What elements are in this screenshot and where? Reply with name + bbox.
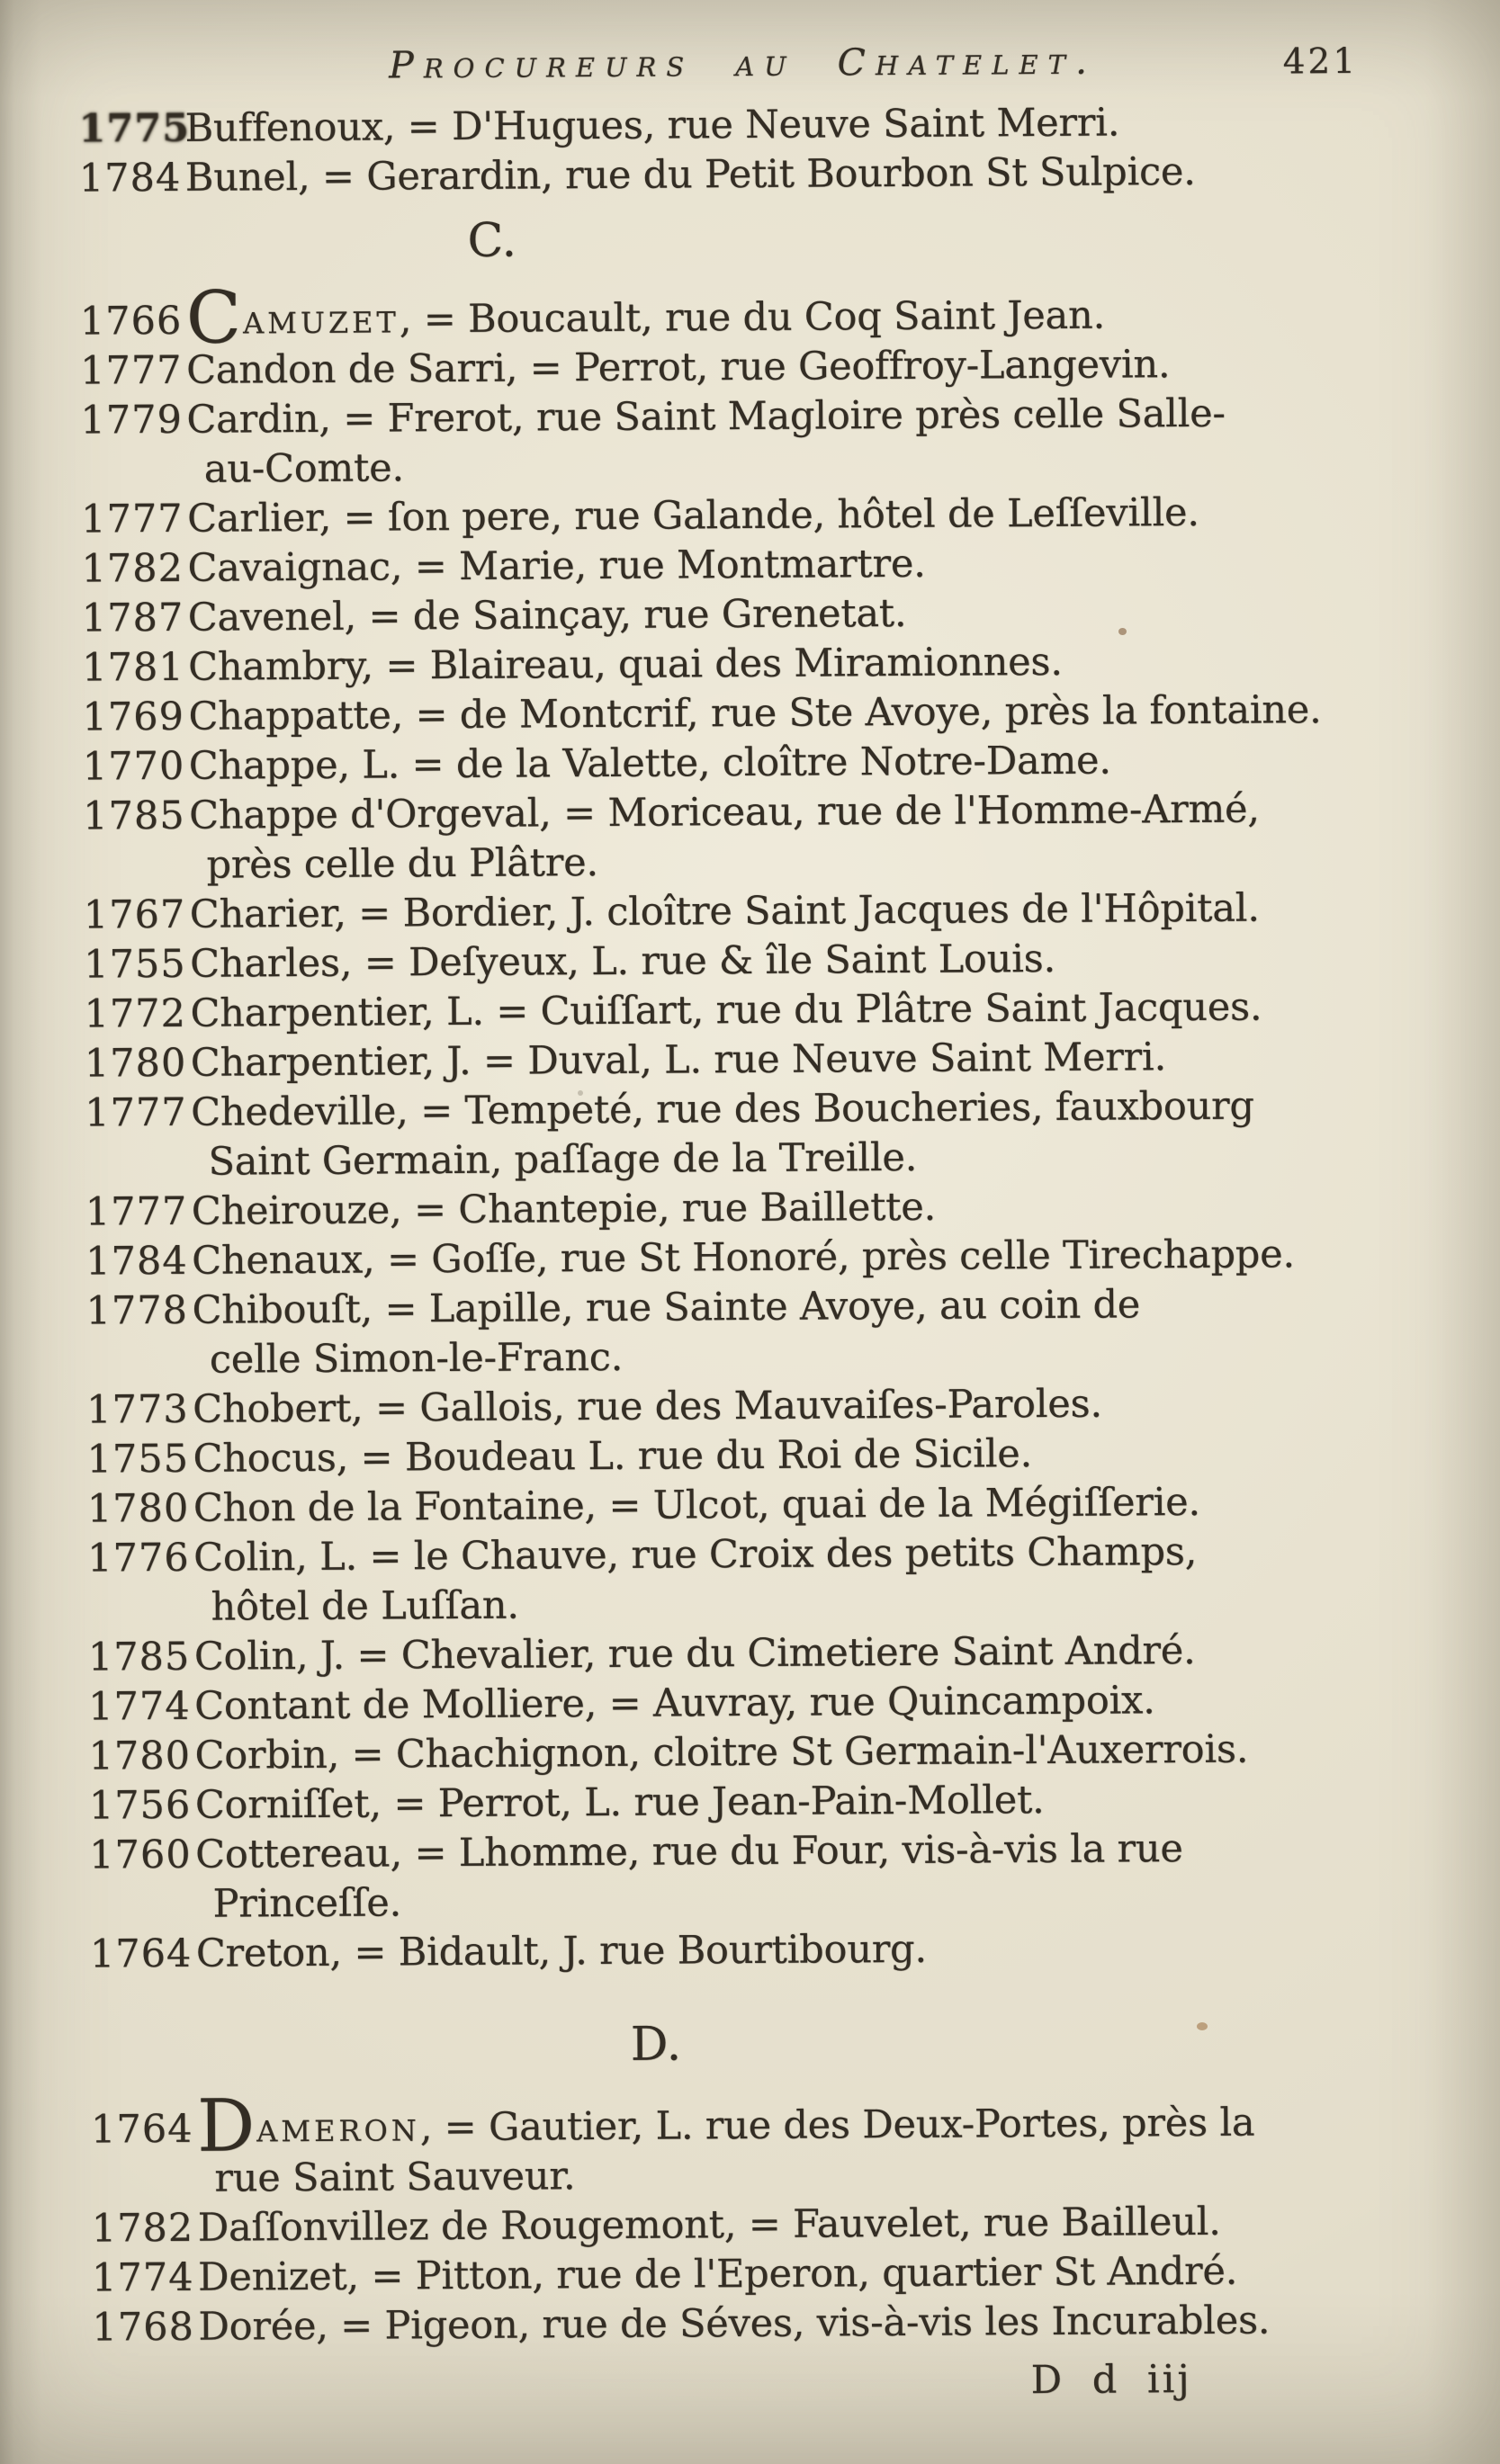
directory-entry xyxy=(2,1526,1500,1634)
entry-year: 1755 xyxy=(86,1436,190,1483)
directory-entry xyxy=(1,1427,1500,1485)
entry-text: Contant de Molliere, = Auvray, rue Quincampoix. xyxy=(194,1678,1155,1729)
entry-text: Charier, = Bordier, J. cloître Saint Jacques de l'Hôpital. xyxy=(189,885,1260,937)
entry-lead-name: ameron xyxy=(256,2102,420,2152)
entry-lead-initial: C xyxy=(185,275,244,360)
entry-year: 1785 xyxy=(87,1634,191,1680)
entry-text: Chappe, L. = de la Valette, cloître Notre-Dame. xyxy=(188,738,1111,789)
directory-entry xyxy=(0,487,1496,545)
entry-year: 1764 xyxy=(89,1931,193,1977)
directory-entry xyxy=(0,536,1496,595)
entry-text: Chappe d'Orgeval, = Moriceau, rue de l'Homme-Armé, près celle du Plâtre. xyxy=(189,786,1260,888)
entry-year: 1784 xyxy=(78,155,182,202)
entry-year: 1767 xyxy=(83,892,186,938)
entry-year: 1773 xyxy=(86,1386,189,1433)
entry-year: 1756 xyxy=(88,1782,192,1829)
directory-entry xyxy=(0,1229,1500,1287)
entry-text: Dorée, = Pigeon, rue de Séves, vis-à-vis les Incurables. xyxy=(198,2298,1271,2350)
entry-text: Charpentier, L. = Cuiſſart, rue du Plâtre Saint Jacques. xyxy=(190,984,1262,1036)
directory-entry xyxy=(6,2295,1500,2353)
entry-text: Creton, = Bidault, J. rue Bourtibourg. xyxy=(195,1926,928,1976)
directory-entry xyxy=(1,1377,1500,1436)
entry-year: 1780 xyxy=(84,1040,187,1087)
entry-text: Buffenoux, = D'Hugues, rue Neuve Saint Merri. xyxy=(184,100,1120,151)
entry-year: 1772 xyxy=(84,990,187,1037)
directory-entry xyxy=(0,1031,1499,1089)
entry-year: 1780 xyxy=(86,1485,190,1532)
directory-entry xyxy=(6,2196,1500,2254)
page-body xyxy=(0,96,1500,2353)
entry-year: 1777 xyxy=(79,347,183,394)
directory-entry xyxy=(4,1773,1500,1832)
entry-year: 1769 xyxy=(82,694,185,740)
directory-entry xyxy=(0,635,1496,694)
entry-year: 1764 xyxy=(90,2106,193,2153)
entry-text: Denizet, = Pitton, rue de l'Eperon, quartier St André. xyxy=(197,2248,1238,2300)
entry-text: Chocus, = Boudeau L. rue du Roi de Sicile. xyxy=(193,1431,1033,1482)
running-head xyxy=(0,37,1493,93)
entry-year: 1782 xyxy=(81,545,184,592)
entry-year: 1768 xyxy=(92,2304,195,2351)
directory-entry xyxy=(0,146,1494,204)
entry-text: Corbin, = Chachignon, cloitre St Germain-l'Auxerrois. xyxy=(194,1726,1249,1779)
entry-year: 1770 xyxy=(82,743,185,790)
entry-text: Charles, = Deſyeux, L. rue & île Saint Louis. xyxy=(190,936,1056,987)
entry-text: Cardin, = Frerot, rue Saint Magloire près celle Salle- au-Comte. xyxy=(186,390,1226,492)
entry-year: 1775 xyxy=(78,105,191,152)
directory-entry xyxy=(3,1674,1500,1733)
entry-year: 1760 xyxy=(89,1832,192,1878)
directory-entry xyxy=(5,2083,1500,2205)
entry-year: 1785 xyxy=(83,793,185,839)
directory-entry xyxy=(0,981,1499,1040)
paper-speck xyxy=(578,1090,583,1096)
entry-text: Corniſſet, = Perrot, L. rue Jean-Pain-Mollet. xyxy=(194,1778,1045,1828)
section-d xyxy=(4,2012,1500,2353)
entry-text: Colin, L. = le Chauve, rue Croix des petits Champs, hôtel de Luſſan. xyxy=(193,1528,1198,1630)
entry-text: Chibouſt, = Lapille, rue Sainte Avoye, au coin de celle Simon-le-Franc. xyxy=(192,1282,1141,1383)
entry-text: Cavenel, = de Sainçay, rue Grenetat. xyxy=(187,590,907,641)
entry-text: Colin, J. = Chevalier, rue du Cimetiere Saint André. xyxy=(193,1627,1196,1680)
directory-entry xyxy=(3,1724,1500,1782)
entry-year: 1774 xyxy=(88,1683,191,1730)
section-c xyxy=(0,208,1500,1980)
entry-text: Candon de Sarri, = Perrot, rue Geoffroy-Langevin. xyxy=(185,342,1171,393)
entry-text: , = Gautier, L. rue des Deux-Portes, près la rue Saint Sauveur. xyxy=(214,2100,1255,2201)
entry-year: 1766 xyxy=(79,298,183,345)
entry-text: Carlier, = ſon pere, rue Galande, hôtel de Leſſeville. xyxy=(186,489,1199,542)
directory-entry xyxy=(0,734,1497,793)
directory-entry xyxy=(0,883,1498,941)
directory-entry xyxy=(0,932,1498,990)
entry-year: 1781 xyxy=(82,644,184,691)
entry-text: Chenaux, = Goſſe, rue St Honoré, près celle Tirechappe. xyxy=(192,1232,1296,1284)
directory-entry xyxy=(4,1922,1500,1980)
directory-entry xyxy=(6,2245,1500,2304)
entry-year: 1787 xyxy=(81,595,184,641)
paper-speck xyxy=(1197,2022,1208,2030)
entry-lead-name: amuzet xyxy=(242,294,400,344)
directory-entry xyxy=(4,1823,1500,1931)
entry-year: 1782 xyxy=(91,2205,194,2252)
entry-text: Chappatte, = de Montcrif, rue Ste Avoye, près la fontaine. xyxy=(188,687,1322,739)
directory-entry xyxy=(0,685,1497,743)
directory-entry xyxy=(0,275,1495,360)
section-heading: D. xyxy=(630,2017,682,2072)
directory-entry xyxy=(0,586,1496,644)
paper-speck xyxy=(1118,628,1127,635)
directory-entry xyxy=(0,1179,1500,1238)
entry-text: Chambry, = Blaireau, quai des Miramionnes. xyxy=(188,639,1063,690)
entry-text: Cottereau, = Lhomme, rue du Four, vis-à-vis la rue Princeſſe. xyxy=(195,1826,1183,1927)
entry-text: Chon de la Fontaine, = Ulcot, quai de la Mégiſſerie. xyxy=(193,1479,1201,1531)
entry-year: 1778 xyxy=(85,1287,189,1334)
entry-lead-initial: D xyxy=(196,2083,257,2168)
entry-year: 1784 xyxy=(85,1238,188,1285)
section-b xyxy=(0,96,1494,204)
directory-entry xyxy=(3,1625,1500,1683)
directory-entry xyxy=(0,1080,1500,1188)
entry-year: 1780 xyxy=(88,1733,192,1779)
entry-year: 1779 xyxy=(80,397,184,444)
page-title: Procureurs au Chatelet. xyxy=(389,39,1098,87)
directory-entry xyxy=(0,784,1498,892)
entry-text: , = Boucault, rue du Coq Saint Jean. xyxy=(399,292,1106,343)
directory-entry xyxy=(2,1476,1500,1535)
directory-entry xyxy=(0,96,1494,155)
entry-year: 1755 xyxy=(84,941,186,988)
entry-text: Daſſonvillez de Rougemont, = Fauvelet, rue Bailleul. xyxy=(197,2199,1221,2251)
directory-entry xyxy=(0,1278,1500,1386)
entry-text: Bunel, = Gerardin, rue du Petit Bourbon St Sulpice. xyxy=(184,148,1196,201)
section-heading: C. xyxy=(467,213,517,268)
entry-text: Chobert, = Gallois, rue des Mauvaiſes-Paroles. xyxy=(193,1381,1103,1432)
page-number: 421 xyxy=(1282,40,1359,83)
entry-year: 1776 xyxy=(87,1535,190,1581)
entry-year: 1777 xyxy=(85,1089,187,1136)
directory-entry xyxy=(0,388,1496,496)
entry-text: Cavaignac, = Marie, rue Montmartre. xyxy=(187,541,926,591)
directory-entry xyxy=(0,338,1495,397)
entry-text: Charpentier, J. = Duval, L. rue Neuve Saint Merri. xyxy=(190,1035,1167,1086)
entry-text: Cheirouze, = Chantepie, rue Baillette. xyxy=(191,1184,937,1234)
entry-text: Chedeville, = Tempeté, rue des Boucheries, fauxbourg Saint Germain, paſſage de la Treille. xyxy=(191,1083,1254,1185)
entry-year: 1777 xyxy=(80,496,184,542)
signature-mark: D d iij xyxy=(1030,2357,1192,2404)
entry-year: 1777 xyxy=(85,1188,188,1235)
entry-year: 1774 xyxy=(91,2254,194,2301)
